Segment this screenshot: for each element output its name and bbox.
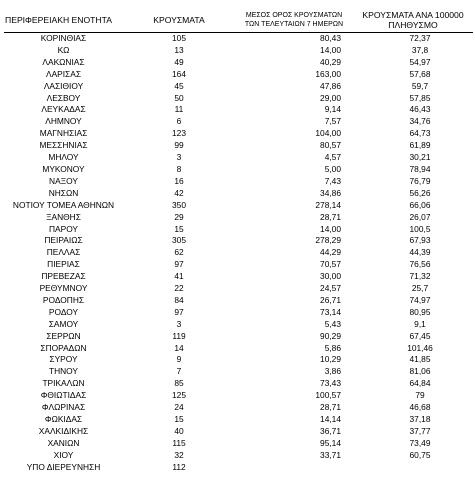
cell-region: ΠΕΛΛΑΣ <box>46 247 81 258</box>
table-row <box>4 283 473 295</box>
cell-avg: 47,86 <box>320 80 341 91</box>
cell-region: ΣΑΜΟΥ <box>48 318 79 329</box>
cell-per-capita: 100,5 <box>409 223 431 234</box>
cell-avg: 278,14 <box>315 199 341 210</box>
table-row <box>4 224 473 236</box>
cell-cases: 305 <box>172 235 186 246</box>
cell-per-capita: 46,43 <box>409 104 431 115</box>
cell-region: ΣΥΡΟΥ <box>49 354 78 365</box>
header-region: ΠΕΡΙΦΕΡΕΙΑΚΗ ΕΝΟΤΗΤΑ <box>4 8 123 33</box>
cell-region: ΛΑΚΩΝΙΑΣ <box>42 56 85 67</box>
cell-cases: 9 <box>176 354 182 365</box>
cell-per-capita: 34,76 <box>409 116 431 127</box>
table-row <box>4 69 473 81</box>
cases-table <box>4 8 473 474</box>
table-row <box>4 307 473 319</box>
table-row <box>4 57 473 69</box>
cell-avg: 14,00 <box>320 44 341 55</box>
cell-cases: 13 <box>174 44 184 55</box>
cell-avg: 36,71 <box>320 425 341 436</box>
cell-region: ΣΠΟΡΑΔΩΝ <box>40 342 87 353</box>
cell-avg: 70,57 <box>320 259 341 270</box>
cell-per-capita: 79 <box>415 390 425 401</box>
cell-avg: 3,86 <box>324 366 341 377</box>
table-row <box>4 378 473 390</box>
table-row <box>4 45 473 57</box>
cell-per-capita: 72,37 <box>409 33 431 43</box>
cell-avg: 34,86 <box>320 187 341 198</box>
table-row <box>4 390 473 402</box>
cell-region: ΠΙΕΡΙΑΣ <box>47 259 80 270</box>
cell-per-capita: 64,73 <box>409 128 431 139</box>
cell-region: ΝΗΣΩΝ <box>48 187 79 198</box>
cell-region: ΤΗΝΟΥ <box>48 366 79 377</box>
cell-region: ΜΗΛΟΥ <box>48 152 79 163</box>
cell-avg: 30,00 <box>320 271 341 282</box>
cell-per-capita: 67,45 <box>409 330 431 341</box>
table-row <box>4 295 473 307</box>
cell-avg: 5,86 <box>324 342 341 353</box>
table-row <box>4 33 473 45</box>
cell-region: ΝΟΤΙΟΥ ΤΟΜΕΑ ΑΘΗΝΩΝ <box>12 199 115 210</box>
cell-cases: 99 <box>174 140 184 151</box>
cell-per-capita: 80,95 <box>409 306 431 317</box>
table-row <box>4 426 473 438</box>
table-row <box>4 438 473 450</box>
table-row <box>4 235 473 247</box>
table-row <box>4 212 473 224</box>
cell-per-capita: 101,46 <box>407 342 433 353</box>
table-row <box>4 164 473 176</box>
cell-avg: 10,29 <box>320 354 341 365</box>
cell-region: ΞΑΝΘΗΣ <box>46 211 81 222</box>
table-row <box>4 462 473 474</box>
cell-cases: 49 <box>174 56 184 67</box>
cell-per-capita: 54,97 <box>409 56 431 67</box>
cell-cases: 105 <box>172 33 186 43</box>
cell-per-capita: 71,32 <box>409 271 431 282</box>
cell-per-capita: 30,21 <box>409 152 431 163</box>
cell-per-capita: 25,7 <box>411 283 429 294</box>
table-row <box>4 200 473 212</box>
cell-cases: 40 <box>174 425 184 436</box>
cell-avg: 163,00 <box>315 68 341 79</box>
cell-avg <box>235 462 353 474</box>
cell-cases: 32 <box>174 449 184 460</box>
cell-per-capita: 76,79 <box>409 175 431 186</box>
cell-cases: 8 <box>176 163 182 174</box>
cell-cases: 123 <box>172 128 186 139</box>
cell-region: ΝΑΞΟΥ <box>49 175 78 186</box>
cell-avg: 44,29 <box>320 247 341 258</box>
cell-cases: 15 <box>174 223 184 234</box>
cell-region: ΡΟΔΟΠΗΣ <box>42 294 85 305</box>
table-row <box>4 188 473 200</box>
cell-per-capita: 46,68 <box>409 402 431 413</box>
cell-avg: 14,14 <box>320 414 341 424</box>
cell-cases: 50 <box>174 92 184 103</box>
header-avg <box>235 8 353 33</box>
cell-per-capita: 59,7 <box>411 80 429 91</box>
cell-cases: 24 <box>174 402 184 413</box>
cell-region: ΤΡΙΚΑΛΩΝ <box>42 378 85 389</box>
cell-region: ΦΘΙΩΤΙΔΑΣ <box>40 390 87 401</box>
cell-cases: 3 <box>176 318 182 329</box>
table-row <box>4 331 473 343</box>
table-row <box>4 116 473 128</box>
cell-avg: 80,57 <box>320 140 341 151</box>
cell-region: ΠΡΕΒΕΖΑΣ <box>41 271 86 282</box>
table-row <box>4 81 473 93</box>
cell-avg: 5,00 <box>324 163 341 174</box>
cell-per-capita: 61,89 <box>409 140 431 151</box>
cell-cases: 164 <box>172 68 186 79</box>
cell-per-capita <box>353 462 473 474</box>
cell-per-capita: 37,77 <box>409 425 431 436</box>
cell-cases: 29 <box>174 211 184 222</box>
cell-region: ΚΟΡΙΝΘΙΑΣ <box>40 33 87 43</box>
cell-per-capita: 41,85 <box>409 354 431 365</box>
cell-region: ΧΑΝΙΩΝ <box>47 437 80 448</box>
cell-avg: 24,57 <box>320 283 341 294</box>
cell-avg: 9,14 <box>324 104 341 115</box>
cell-avg: 7,57 <box>324 116 341 127</box>
cell-cases: 16 <box>174 175 184 186</box>
table-row <box>4 93 473 105</box>
cell-avg: 28,71 <box>320 211 341 222</box>
cell-region: ΜΥΚΟΝΟΥ <box>42 163 85 174</box>
cell-per-capita: 67,93 <box>409 235 431 246</box>
cell-per-capita: 76,56 <box>409 259 431 270</box>
cell-cases: 119 <box>172 330 186 341</box>
cell-avg: 26,71 <box>320 294 341 305</box>
cell-region: ΛΑΣΙΘΙΟΥ <box>43 80 84 91</box>
cell-avg: 73,43 <box>320 378 341 389</box>
table-row <box>4 450 473 462</box>
cell-cases: 6 <box>176 116 182 127</box>
cell-avg: 5,43 <box>324 318 341 329</box>
cell-region: ΣΕΡΡΩΝ <box>46 330 81 341</box>
cell-per-capita: 78,94 <box>409 163 431 174</box>
cell-cases: 84 <box>174 294 184 305</box>
cell-cases: 11 <box>174 104 184 115</box>
table-row <box>4 140 473 152</box>
table-row <box>4 343 473 355</box>
cell-cases: 7 <box>176 366 182 377</box>
table-row <box>4 259 473 271</box>
cell-per-capita: 81,06 <box>409 366 431 377</box>
table-header <box>4 8 473 33</box>
cell-avg: 28,71 <box>320 402 341 413</box>
cell-cases: 97 <box>174 306 184 317</box>
table-row <box>4 414 473 426</box>
cell-per-capita: 56,26 <box>409 187 431 198</box>
cell-region: ΛΕΥΚΑΔΑΣ <box>41 104 86 115</box>
cell-region: ΜΑΓΝΗΣΙΑΣ <box>39 128 88 139</box>
cell-region: ΦΛΩΡΙΝΑΣ <box>41 402 86 413</box>
cell-region: ΛΕΣΒΟΥ <box>46 92 81 103</box>
table-row <box>4 104 473 116</box>
cell-avg: 100,57 <box>315 390 341 401</box>
cell-cases: 41 <box>174 271 184 282</box>
cell-region: ΛΑΡΙΣΑΣ <box>45 68 82 79</box>
cell-avg: 73,14 <box>320 306 341 317</box>
cell-cases: 14 <box>174 342 184 353</box>
table-body <box>4 33 473 474</box>
cell-cases: 45 <box>174 80 184 91</box>
cell-cases: 62 <box>174 247 184 258</box>
table-row <box>4 319 473 331</box>
cell-per-capita: 73,49 <box>409 437 431 448</box>
cell-cases: 350 <box>172 199 186 210</box>
cell-per-capita: 9,1 <box>414 318 426 329</box>
cell-per-capita: 37,8 <box>411 44 429 55</box>
cell-region: ΡΟΔΟΥ <box>48 306 79 317</box>
cell-region: ΛΗΜΝΟΥ <box>45 116 82 127</box>
cell-avg: 278,29 <box>315 235 341 246</box>
cell-avg: 104,00 <box>315 128 341 139</box>
cell-cases: 115 <box>172 437 186 448</box>
table-row <box>4 366 473 378</box>
cell-cases: 22 <box>174 283 184 294</box>
cell-per-capita: 66,06 <box>409 199 431 210</box>
cell-region: ΦΩΚΙΔΑΣ <box>44 414 83 424</box>
table-row <box>4 128 473 140</box>
cell-avg: 80,43 <box>320 33 341 43</box>
cell-avg: 95,14 <box>320 437 341 448</box>
cell-per-capita: 57,85 <box>409 92 431 103</box>
cell-per-capita: 74,97 <box>409 294 431 305</box>
cell-avg: 4,57 <box>324 152 341 163</box>
cell-cases: 3 <box>176 152 182 163</box>
cell-region: ΠΑΡΟΥ <box>48 223 79 234</box>
cell-cases: 15 <box>174 414 184 424</box>
cell-region: ΜΕΣΣΗΝΙΑΣ <box>39 140 88 151</box>
header-per-line1: ΚΡΟΥΣΜΑΤΑ ΑΝΑ 100000 <box>362 10 464 20</box>
header-per-capita <box>353 8 473 33</box>
cell-region: ΡΕΘΥΜΝΟΥ <box>39 283 88 294</box>
cell-per-capita: 60,75 <box>409 449 431 460</box>
cell-per-capita: 37,18 <box>409 414 431 424</box>
cell-region: ΧΑΛΚΙΔΙΚΗΣ <box>38 425 89 436</box>
cell-cases: 125 <box>172 390 186 401</box>
table-row <box>4 176 473 188</box>
cell-region: ΚΩ <box>57 44 70 55</box>
table-row <box>4 152 473 164</box>
header-avg-line1: ΜΕΣΟΣ ΟΡΟΣ ΚΡΟΥΣΜΑΤΩΝ <box>245 12 343 19</box>
cell-avg: 14,00 <box>320 223 341 234</box>
header-per-line2: ΠΛΗΘΥΣΜΟ <box>388 20 438 30</box>
table-row <box>4 354 473 366</box>
cell-cases: 112 <box>172 461 186 472</box>
table-row <box>4 247 473 259</box>
table-row <box>4 402 473 414</box>
cell-avg: 40,29 <box>320 56 341 67</box>
cell-avg: 33,71 <box>320 449 341 460</box>
header-avg-line2: ΤΩΝ ΤΕΛΕΥΤΑΙΩΝ 7 ΗΜΕΡΩΝ <box>244 21 344 28</box>
header-cases: ΚΡΟΥΣΜΑΤΑ <box>123 8 235 33</box>
cell-per-capita: 64,84 <box>409 378 431 389</box>
cell-cases: 97 <box>174 259 184 270</box>
cell-region: ΥΠΟ ΔΙΕΡΕΥΝΗΣΗ <box>26 461 101 472</box>
cell-cases: 42 <box>174 187 184 198</box>
cell-per-capita: 26,07 <box>409 211 431 222</box>
cell-avg: 29,00 <box>320 92 341 103</box>
cell-per-capita: 57,68 <box>409 68 431 79</box>
cell-per-capita: 44,39 <box>409 247 431 258</box>
cell-region: ΧΙΟΥ <box>53 449 74 460</box>
table-row <box>4 271 473 283</box>
cell-cases: 85 <box>174 378 184 389</box>
cell-avg: 90,29 <box>320 330 341 341</box>
cell-avg: 7,43 <box>324 175 341 186</box>
cell-region: ΠΕΙΡΑΙΩΣ <box>44 235 83 246</box>
